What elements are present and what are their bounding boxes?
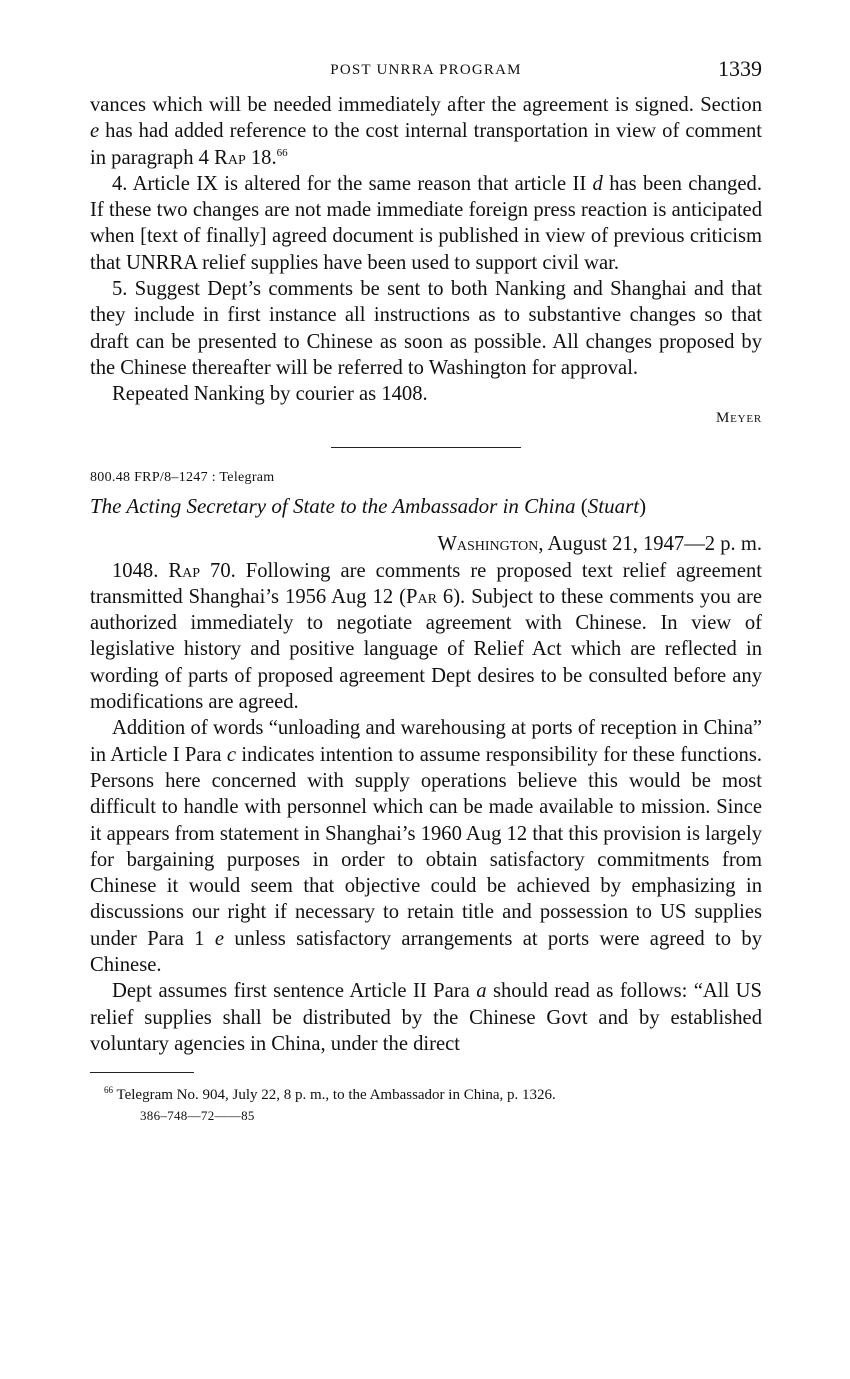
signature: Meyer: [715, 409, 762, 426]
print-code: 386–748—72——85: [140, 1108, 255, 1124]
top-section: [90, 92, 762, 427]
page-header: [90, 52, 762, 92]
telegram-paragraph-2: Addition of words “unloading and warehousing at ports of reception in China” in Article I Para c indicates intention to assume responsibility for these functions. Persons here concerned with supply operations believe this would be most difficult to handle with personnel which can be made available to mission. Since it appears from statement in Shanghai’s 1960 Aug 12 that this provision is largely for bargaining purposes in order to obtain satisfactory commitments from Chinese it would seem that objective could be achieved by emphasizing in discussions our right if necessary to retain title and possession to US supplies under Para 1 e unless satisfactory arrangements at ports were agreed to by Chinese.: [90, 717, 762, 977]
footnote-marker: 66: [104, 1085, 113, 1096]
file-reference: 800.48 FRP/8–1247 : Telegram: [90, 469, 275, 485]
paragraph-repeated: Repeated Nanking by courier as 1408.: [112, 383, 428, 406]
running-title: POST UNRRA PROGRAM: [330, 62, 522, 78]
document-title: The Acting Secretary of State to the Ambassador in China (Stuart): [90, 493, 647, 518]
paragraph-item-4: 4. Article IX is altered for the same reason that article II d has been changed. If these two changes are not made immediate foreign press reaction is anticipated when [text of finally] agreed document is published in view of previous criticism that UNRRA relief supplies have been used to support civil war.: [90, 172, 763, 274]
paragraph-continuation: vances which will be needed immediately after the agreement is signed. Section e has had added reference to the cost internal transportation in view of comment in paragraph 4 Rap 18.66: [90, 94, 762, 169]
document-page: [90, 52, 762, 1124]
paragraph-item-5: 5. Suggest Dept’s comments be sent to both Nanking and Shanghai and that they include in first instance all instructions as to substantive changes so that draft can be presented to Chinese as soon as possible. All changes proposed by the Chinese thereafter will be referred to Washington for approval.: [90, 278, 762, 379]
footnote-reference: 66: [276, 146, 288, 159]
telegram-paragraph-1: 1048. Rap 70. Following are comments re proposed text relief agreement transmitted Shanghai’s 1956 Aug 12 (Par 6). Subject to these comments you are authorized immediately to negotiate agreement with Chinese. In view of legislative history and positive language of Relief Act which are reflected in wording of parts of proposed agreement Dept desires to be consulted before any modifications are agreed.: [90, 559, 762, 714]
section-divider: [331, 447, 521, 448]
telegram-section: [90, 470, 762, 1058]
page-number: 1339: [718, 56, 762, 81]
dateline: Washington, August 21, 1947—2 p. m.: [437, 532, 762, 555]
telegram-paragraph-3: Dept assumes first sentence Article II Para a should read as follows: “All US relief supplies shall be distributed by the Chinese Govt and by established voluntary agencies in China, under the direct: [90, 980, 762, 1055]
footnote-divider: [90, 1072, 194, 1073]
footnote: $^{66}$ Telegram No. 904, July 22, 8 p. m., to the Ambassador in China, p. 1326.: [104, 1085, 556, 1104]
